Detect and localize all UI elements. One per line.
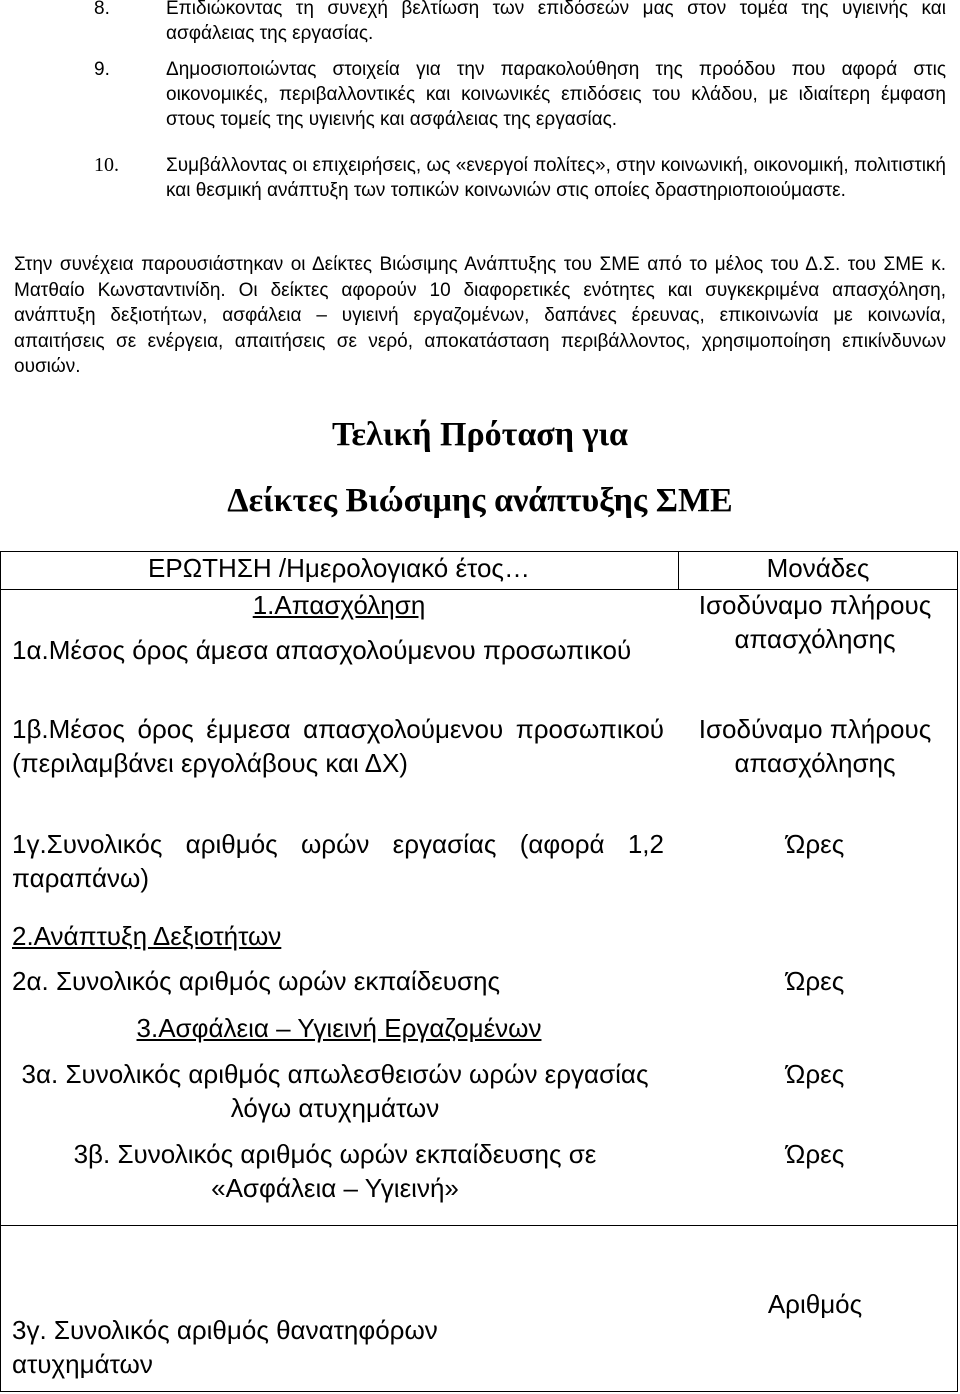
list-text: Συμβάλλοντας οι επιχειρήσεις, ως «ενεργοί πολίτες», στην κοινωνική, οικονομική, πολιτιστική και θεσμική ανάπτυξη των τοπικών κοινωνιών στις οποίες δραστηριοποιούμαστε. xyxy=(166,155,946,201)
section-1-heading: 1.Απασχόληση xyxy=(252,590,426,620)
indicators-table xyxy=(0,551,958,1391)
question-3c: 3γ. Συνολικός αριθμός θανατηφόρων ατυχημάτων xyxy=(12,1315,438,1379)
question-3a: 3α. Συνολικός αριθμός απωλεσθεισών ωρών εργασίας λόγω ατυχημάτων xyxy=(21,1059,649,1123)
list-number: 8. xyxy=(94,0,110,19)
table-border-right xyxy=(957,551,958,1391)
question-1b: 1β.Μέσος όρος έμμεσα απασχολούμενου προσωπικού (περιλαμβάνει εργολάβους και ΔΧ) xyxy=(12,714,664,778)
intro-paragraph: Στην συνέχεια παρουσιάστηκαν οι Δείκτες Βιώσιμης Ανάπτυξης του ΣΜΕ από το μέλος του Δ.Σ. του ΣΜΕ κ. Ματθαίο Κωνσταντινίδη. Οι δείκτες αφορούν 10 διαφορετικές ενότητες και συγκεκριμένα απασχόληση, ανάπτυξη δεξιοτήτων, ασφάλεια – υγιεινή εργαζομένων, δαπάνες έρευνας, επικοινωνία με κοινωνία, απαιτήσεις σε ενέργεια, απαιτήσεις σε νερό, αποκατάσταση περιβάλλοντος, χρησιμοποίηση επικίνδυνων ουσιών. xyxy=(14,254,946,377)
table-border-left xyxy=(0,551,1,1391)
units-3a: Ώρες xyxy=(785,1059,845,1089)
list-item-9 xyxy=(94,57,946,132)
list-text: Επιδιώκοντας τη συνεχή βελτίωση των επιδόσεών μας στον τομέα της υγιεινής και ασφάλειας της εργασίας. xyxy=(166,0,946,44)
section-2-heading: 2.Ανάπτυξη Δεξιοτήτων xyxy=(12,921,282,951)
question-1a: 1α.Μέσος όρος άμεσα απασχολούμενου προσωπικού xyxy=(12,635,632,665)
list-number: 10. xyxy=(94,154,119,176)
table-border-bottom xyxy=(0,1391,958,1392)
section-3-heading: 3.Ασφάλεια – Υγιεινή Εργαζομένων xyxy=(136,1013,542,1043)
units-1a: Ισοδύναμο πλήρους απασχόλησης xyxy=(698,590,932,654)
units-1c: Ώρες xyxy=(785,829,845,859)
document-title: Τελική Πρόταση για xyxy=(331,416,629,453)
units-3c: Αριθμός xyxy=(767,1289,863,1319)
list-item-8 xyxy=(94,0,946,46)
table-row-divider xyxy=(0,1225,958,1226)
question-3b: 3β. Συνολικός αριθμός ωρών εκπαίδευσης σε «Ασφάλεια – Υγιεινή» xyxy=(73,1139,597,1203)
list-number: 9. xyxy=(94,59,110,80)
question-2a: 2α. Συνολικός αριθμός ωρών εκπαίδευσης xyxy=(12,966,501,996)
list-text: Δημοσιοποιώντας στοιχεία για την παρακολούθηση της προόδου που αφορά στις οικονομικές, περιβαλλοντικές και κοινωνικές επιδόσεις του κλάδου, με ιδιαίτερη έμφαση στους τομείς της υγιεινής και ασφάλειας της εργασίας. xyxy=(166,59,946,130)
document-subtitle: Δείκτες Βιώσιμης ανάπτυξης ΣΜΕ xyxy=(227,482,733,519)
list-item-10 xyxy=(94,153,946,203)
units-2a: Ώρες xyxy=(785,966,845,996)
units-3b: Ώρες xyxy=(785,1139,845,1169)
question-1c: 1γ.Συνολικός αριθμός ωρών εργασίας (αφορά 1,2 παραπάνω) xyxy=(12,829,664,893)
header-question: ΕΡΩΤΗΣΗ /Ημερολογιακό έτος… xyxy=(148,553,530,583)
header-units: Μονάδες xyxy=(766,553,870,583)
units-1b: Ισοδύναμο πλήρους απασχόλησης xyxy=(698,714,932,778)
